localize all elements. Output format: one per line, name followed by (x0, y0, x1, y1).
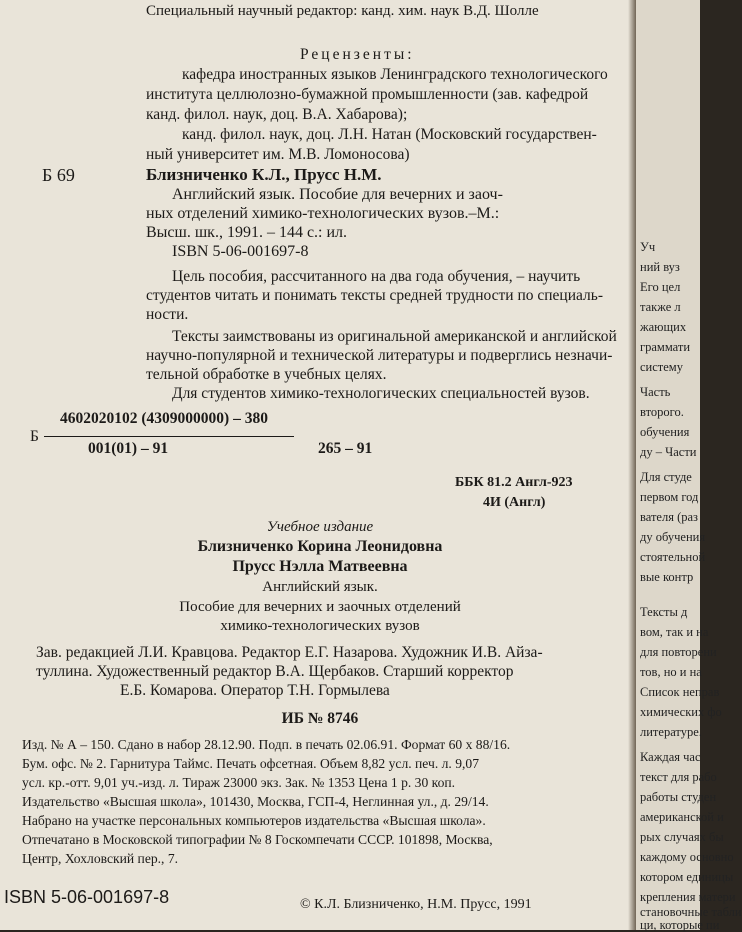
catalog-title-3: Высш. шк., 1991. – 144 с.: ил. (146, 224, 348, 241)
right-page-line: вые контр (640, 570, 694, 584)
right-page-line: также л (640, 300, 681, 314)
footer-isbn: ISBN 5-06-001697-8 (4, 887, 170, 907)
right-page-line: рых случаях бы (640, 830, 724, 844)
right-page-line: Для студе (640, 470, 692, 484)
code-year: 265 – 91 (318, 440, 373, 457)
code-sub: 001(01) – 91 (88, 440, 169, 457)
imprint-line-6: Отпечатано в Московской типографии № 8 Госкомпечати СССР. 101898, Москва, (22, 832, 493, 847)
audience-line: Для студентов химико-технологических специальностей вузов. (172, 385, 590, 402)
right-page-line: первом год (640, 490, 699, 504)
right-page-line: Уч (640, 240, 656, 254)
right-page-line: тов, но и на (640, 665, 702, 679)
imprint-line-3: усл. кр.-отт. 9,01 уч.-изд. л. Тираж 23000 экз. Зак. № 1353 Цена 1 р. 30 коп. (22, 775, 456, 790)
staff-line-1: Зав. редакцией Л.И. Кравцова. Редактор Е.Г. Назарова. Художник И.В. Айза- (36, 644, 543, 661)
texts-note-1: Тексты заимствованы из оригинальной американской и английской (172, 328, 617, 345)
reviewer-line-2: института целлюлозно-бумажной промышленности (зав. кафедрой (146, 86, 589, 103)
edition-subtitle-2: химико-технологических вузов (220, 618, 420, 634)
right-page-line: становочные табли (640, 905, 742, 919)
right-page-line: вателя (раз (640, 510, 698, 524)
special-editor: Специальный научный редактор: канд. хим. наук В.Д. Шолле (146, 3, 539, 19)
right-page-line: стоятельной (640, 550, 706, 564)
edition-subtitle-1: Пособие для вечерних и заочных отделений (179, 599, 461, 615)
right-page-line: американской и (640, 810, 724, 824)
catalog-authors: Близниченко К.Л., Прусс Н.М. (146, 165, 382, 184)
code-letter: Б (30, 428, 39, 445)
right-page-line: ду обучения (640, 530, 706, 544)
edition-title: Английский язык. (262, 579, 378, 595)
right-page-line: Каждая час (640, 750, 701, 764)
edition-author-1: Близниченко Корина Леонидовна (197, 538, 443, 555)
catalog-isbn: ISBN 5-06-001697-8 (172, 243, 309, 260)
right-page-line: ду – Части (640, 445, 697, 459)
right-page-line: Тексты д (640, 605, 688, 619)
edition-label: Учебное издание (266, 519, 374, 535)
right-page-line: обучения (640, 425, 690, 439)
ib-number: ИБ № 8746 (281, 710, 359, 727)
right-page-line: систему (640, 360, 683, 374)
catalog-title-2: ных отделений химико-технологических вузов.–М.: (146, 205, 500, 222)
right-page-line: котором единицы (640, 870, 734, 884)
right-page-line: граммати (640, 340, 691, 354)
reviewer-line-3: канд. филол. наук, доц. В.А. Хабарова); (146, 106, 408, 123)
catalog-index: Б 69 (42, 165, 75, 185)
staff-line-2: туллина. Художественный редактор В.А. Щербаков. Старший корректор (36, 663, 514, 680)
imprint-line-4: Издательство «Высшая школа», 101430, Москва, ГСП-4, Неглинная ул., д. 29/14. (22, 794, 489, 809)
right-page-line: Список неправ (640, 685, 720, 699)
right-page-line: вом, так и на (640, 625, 709, 639)
catalog-title-1: Английский язык. Пособие для вечерних и заоч- (172, 186, 503, 203)
right-page-line: текст для рабо (640, 770, 717, 784)
right-page-line: Его цел (640, 280, 681, 294)
annotation-line-2: студентов читать и понимать тексты средней трудности по специаль- (146, 287, 603, 304)
right-page (636, 0, 742, 932)
annotation-line-1: Цель пособия, рассчитанного на два года обучения, – научить (172, 268, 581, 285)
reviewer-line-4: канд. филол. наук, доц. Л.Н. Натан (Московский государствен- (182, 126, 597, 143)
copyright: © К.Л. Близниченко, Н.М. Прусс, 1991 (300, 897, 532, 912)
imprint-line-5: Набрано на участке персональных компьютеров издательства «Высшая школа». (22, 813, 486, 828)
right-page-line: для повторени (640, 645, 717, 659)
right-page-line: литературе. (640, 725, 702, 739)
texts-note-3: тельной обработке в учебных целях. (146, 366, 387, 383)
right-page-line: жающих (640, 320, 687, 334)
imprint-line-1: Изд. № А – 150. Сдано в набор 28.12.90. Подп. в печать 02.06.91. Формат 60 х 88/16. (22, 737, 511, 752)
code-main: 4602020102 (4309000000) – 380 (60, 410, 268, 427)
imprint-line-2: Бум. офс. № 2. Гарнитура Таймс. Печать офсетная. Объем 8,82 усл. печ. л. 9,07 (22, 756, 480, 771)
reviewer-line-5: ный университет им. М.В. Ломоносова) (146, 146, 410, 163)
reviewers-title: Рецензенты: (300, 46, 415, 63)
annotation-line-3: ности. (146, 306, 189, 323)
staff-line-3: Е.Б. Комарова. Оператор Т.Н. Гормылева (120, 682, 390, 699)
right-page-line: ний вуз (640, 260, 680, 274)
reviewer-line-1: кафедра иностранных языков Ленинградского технологического (182, 66, 608, 83)
bbk-code: ББК 81.2 Англ-923 (455, 475, 573, 490)
right-page-line: крепления матери (640, 890, 736, 904)
texts-note-2: научно-популярной и технической литературы и подверглись незначи- (146, 347, 613, 364)
right-page-line: Часть (640, 385, 671, 399)
udk-code: 4И (Англ) (483, 495, 546, 510)
code-rule (44, 436, 294, 437)
right-page-line: работы студен (640, 790, 717, 804)
right-page-line: химических фо (640, 705, 722, 719)
right-page-line: второго. (640, 405, 684, 419)
edition-author-2: Прусс Нэлла Матвеевна (232, 558, 408, 575)
right-page-line: ци, которые пи (640, 918, 720, 932)
right-page-line: каждому основно (640, 850, 734, 864)
imprint-line-7: Центр, Хохловский пер., 7. (22, 851, 179, 866)
